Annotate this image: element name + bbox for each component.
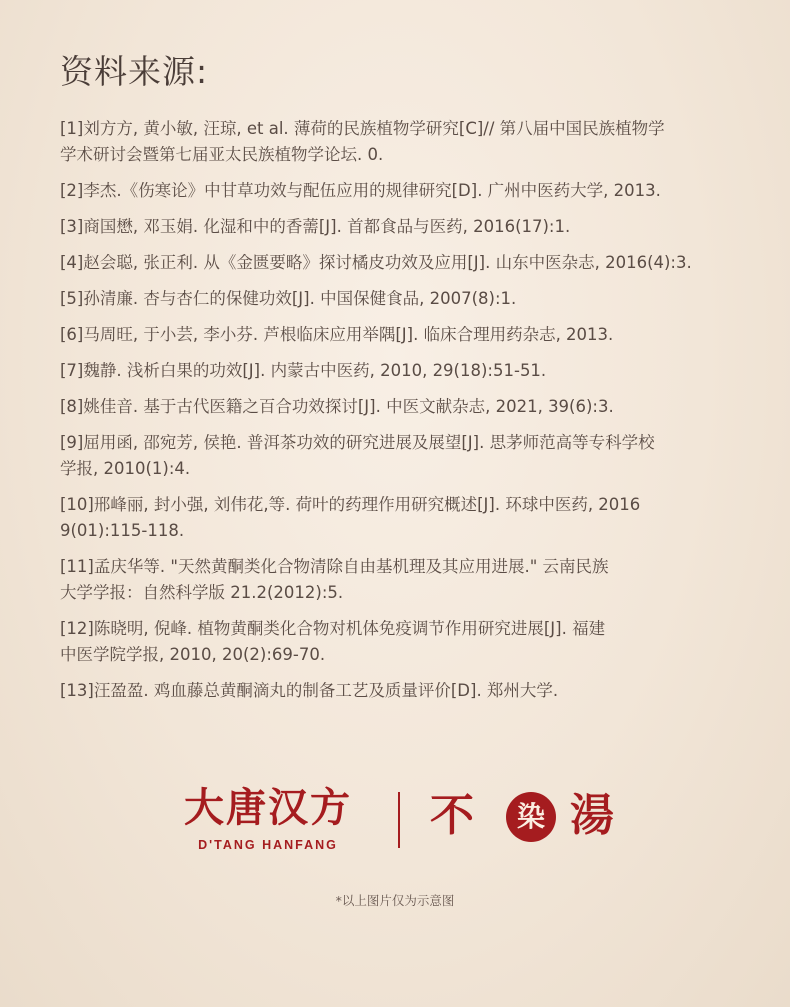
reference-item: [7]魏静. 浅析白果的功效[J]. 内蒙古中医药, 2010, 29(18):51-51.: [60, 361, 547, 380]
product-char-1: 不: [430, 790, 474, 841]
reference-item: [8]姚佳音. 基于古代医籍之百合功效探讨[J]. 中医文献杂志, 2021, 39(6):3.: [60, 397, 614, 416]
logo-divider: [398, 792, 400, 848]
reference-item: [13]汪盈盈. 鸡血藤总黄酮滴丸的制备工艺及质量评价[D]. 郑州大学.: [60, 681, 559, 700]
product-seal-char: 染: [506, 792, 556, 842]
reference-item: [10]邢峰丽, 封小强, 刘伟花,等. 荷叶的药理作用研究概述[J]. 环球中医药, 2016 9(01):115-118.: [60, 495, 641, 540]
disclaimer-note: *以上图片仅为示意图: [335, 893, 455, 908]
product-logo: [430, 786, 640, 846]
page-title: 资料来源:: [60, 52, 209, 91]
reference-item: [6]马周旺, 于小芸, 李小芬. 芦根临床应用举隅[J]. 临床合理用药杂志, 2013.: [60, 325, 614, 344]
reference-item: [11]孟庆华等. "天然黄酮类化合物清除自由基机理及其应用进展." 云南民族 大学学报：自然科学版 21.2(2012):5.: [60, 557, 609, 602]
brand-name-en: D'TANG HANFANG: [198, 838, 338, 852]
brand-name-cn: 大唐汉方: [184, 784, 352, 831]
reference-list: [60, 116, 740, 714]
reference-item: [1]刘方方, 黄小敏, 汪琼, et al. 薄荷的民族植物学研究[C]// 第八届中国民族植物学 学术研讨会暨第七届亚太民族植物学论坛. 0.: [60, 119, 665, 164]
reference-item: [3]商国懋, 邓玉娟. 化湿和中的香薷[J]. 首都食品与医药, 2016(17):1.: [60, 217, 571, 236]
reference-item: [2]李杰.《伤寒论》中甘草功效与配伍应用的规律研究[D]. 广州中医药大学, 2013.: [60, 181, 661, 200]
reference-item: [5]孙清廉. 杏与杏仁的保健功效[J]. 中国保健食品, 2007(8):1.: [60, 289, 517, 308]
product-char-3: 湯: [570, 790, 614, 841]
reference-item: [9]屈用函, 邵宛芳, 侯艳. 普洱茶功效的研究进展及展望[J]. 思茅师范高等专科学校 学报, 2010(1):4.: [60, 433, 655, 478]
reference-item: [12]陈晓明, 倪峰. 植物黄酮类化合物对机体免疫调节作用研究进展[J]. 福建 中医学院学报, 2010, 20(2):69-70.: [60, 619, 606, 664]
brand-logo: [168, 786, 638, 858]
reference-item: [4]赵会聪, 张正利. 从《金匮要略》探讨橘皮功效及应用[J]. 山东中医杂志, 2016(4):3.: [60, 253, 692, 272]
